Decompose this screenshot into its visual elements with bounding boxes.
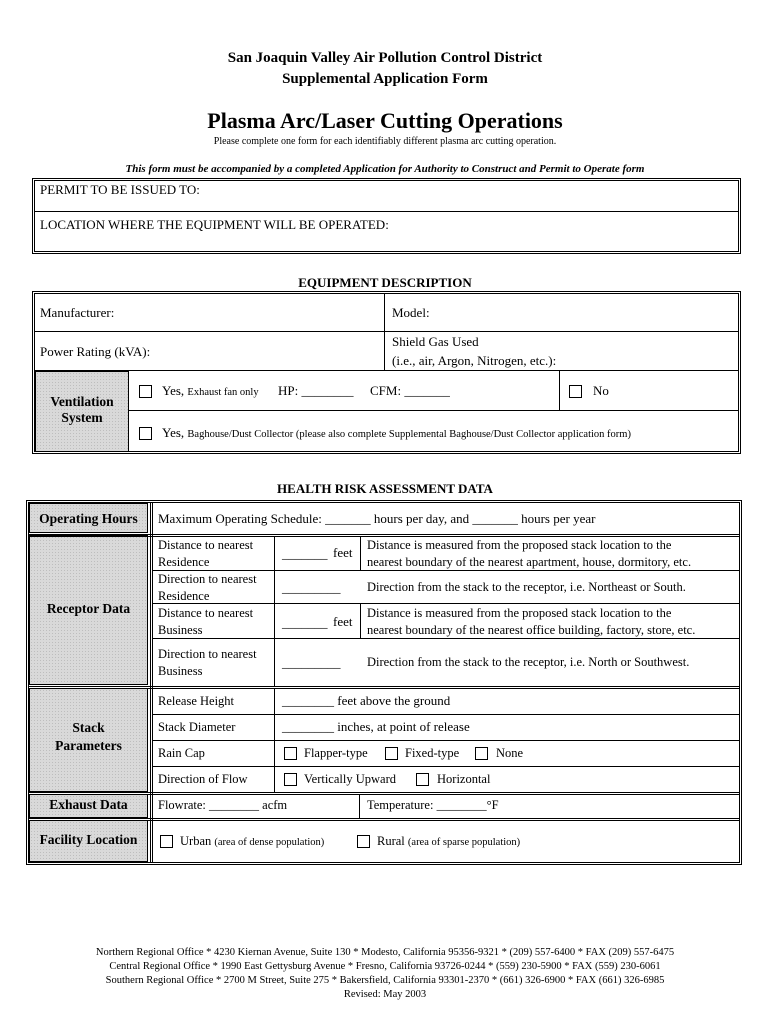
ventilation-no-label: No (593, 383, 609, 398)
receptor-data-label: Receptor Data (46, 601, 131, 616)
shield-gas-field[interactable]: (i.e., air, Argon, Nitrogen, etc.): (392, 353, 557, 368)
direction-business-input[interactable]: _________ (282, 655, 341, 670)
ventilation-yes-fan: Yes, Exhaust fan only (162, 383, 259, 398)
ventilation-baghouse-checkbox[interactable] (139, 427, 152, 440)
footer-central-office: Central Regional Office * 1990 East Gettysburg Avenue * Fresno, California 93726-0244 * (559) 230-5900 * FAX (559) 230-6061 (109, 961, 661, 972)
footer-southern-office: Southern Regional Office * 2700 M Street, Suite 275 * Bakersfield, California 93301-2370 * (661) 326-6900 * FAX (661) 326-6985 (105, 975, 665, 986)
district-name: San Joaquin Valley Air Pollution Control District (227, 50, 543, 66)
facility-rural-checkbox[interactable] (357, 835, 370, 848)
facility-urban-checkbox[interactable] (160, 835, 173, 848)
power-rating-field[interactable]: Power Rating (kVA): (40, 344, 151, 359)
form-type: Supplemental Application Form (282, 71, 488, 87)
distance-residence-label: Distance to nearest Residence (158, 538, 254, 569)
permit-issued-to-field[interactable]: PERMIT TO BE ISSUED TO: (40, 182, 200, 197)
flow-horizontal-label: Horizontal (437, 772, 491, 786)
direction-residence-label: Direction to nearest Residence (158, 572, 257, 603)
manufacturer-field[interactable]: Manufacturer: (40, 305, 115, 320)
flow-vertical-checkbox[interactable] (284, 773, 297, 786)
distance-business-label: Distance to nearest Business (158, 606, 254, 637)
stack-parameters-label: Stack Parameters (55, 720, 122, 753)
distance-residence-input[interactable]: _______ (282, 546, 328, 561)
rain-cap-flapper-checkbox[interactable] (284, 747, 297, 760)
stack-diameter-label: Stack Diameter (158, 720, 236, 734)
rain-cap-fixed-label: Fixed-type (405, 746, 460, 760)
direction-business-label: Direction to nearest Business (158, 647, 257, 678)
footer-revised: Revised: May 2003 (343, 989, 427, 1000)
rain-cap-fixed-checkbox[interactable] (385, 747, 398, 760)
direction-residence-note: Direction from the stack to the receptor, i.e. Northeast or South. (367, 580, 686, 594)
facility-location-label: Facility Location (39, 832, 138, 847)
form-notice: This form must be accompanied by a completed Application for Authority to Construct and Permit to Operate form (125, 163, 645, 175)
distance-business-note: Distance is measured from the proposed stack location to the nearest boundary of the nearest office building, factory, store, etc. (367, 606, 696, 637)
page-title: Plasma Arc/Laser Cutting Operations (207, 108, 563, 133)
ventilation-exhaust-fan-checkbox[interactable] (139, 385, 152, 398)
rain-cap-none-label: None (496, 746, 524, 760)
cfm-field[interactable]: CFM: _______ (370, 383, 450, 398)
facility-rural-label: Rural (area of sparse population) (377, 834, 521, 848)
release-height-label: Release Height (158, 694, 235, 708)
ventilation-no-checkbox[interactable] (569, 385, 582, 398)
direction-of-flow-label: Direction of Flow (158, 772, 248, 786)
rain-cap-label: Rain Cap (158, 746, 205, 760)
ventilation-label: Ventilation System (50, 394, 114, 425)
temperature-field[interactable]: Temperature: ________°F (367, 798, 499, 812)
hp-field[interactable]: HP: ________ (278, 383, 354, 398)
model-field[interactable]: Model: (392, 305, 430, 320)
equipment-location-field[interactable]: LOCATION WHERE THE EQUIPMENT WILL BE OPERATED: (40, 217, 389, 232)
footer-northern-office: Northern Regional Office * 4230 Kiernan Avenue, Suite 130 * Modesto, California 95356-9321 * (209) 557-6400 * FAX (209) 557-6475 (95, 947, 675, 958)
max-operating-schedule-field[interactable]: Maximum Operating Schedule: _______ hours per day, and _______ hours per year (158, 511, 596, 526)
direction-business-note: Direction from the stack to the receptor, i.e. North or Southwest. (367, 655, 690, 669)
facility-urban-label: Urban (area of dense population) (180, 834, 325, 848)
rain-cap-none-checkbox[interactable] (475, 747, 488, 760)
equipment-section-title: EQUIPMENT DESCRIPTION (298, 275, 472, 290)
flow-vertical-label: Vertically Upward (304, 772, 396, 786)
release-height-field[interactable]: ________ feet above the ground (282, 693, 451, 708)
flowrate-field[interactable]: Flowrate: ________ acfm (158, 798, 288, 812)
exhaust-data-label: Exhaust Data (49, 797, 128, 812)
distance-business-unit: feet (333, 614, 353, 629)
distance-business-input[interactable]: _______ (282, 615, 328, 630)
rain-cap-flapper-label: Flapper-type (304, 746, 368, 760)
footer-offices (0, 946, 770, 1002)
form-instructions: Please complete one form for each identifiably different plasma arc cutting operation. (213, 136, 557, 147)
distance-residence-unit: feet (333, 545, 353, 560)
shield-gas-label: Shield Gas Used (392, 334, 479, 349)
stack-diameter-field[interactable]: ________ inches, at point of release (282, 719, 470, 734)
operating-hours-label: Operating Hours (39, 511, 138, 526)
distance-residence-note: Distance is measured from the proposed stack location to the nearest boundary of the nearest apartment, house, dormitory, etc. (367, 538, 692, 569)
ventilation-yes-baghouse: Yes, Baghouse/Dust Collector (please also complete Supplemental Baghouse/Dust Collector application form) (162, 425, 631, 440)
hra-section-title: HEALTH RISK ASSESSMENT DATA (277, 481, 493, 496)
direction-residence-input[interactable]: _________ (282, 580, 341, 595)
flow-horizontal-checkbox[interactable] (416, 773, 429, 786)
